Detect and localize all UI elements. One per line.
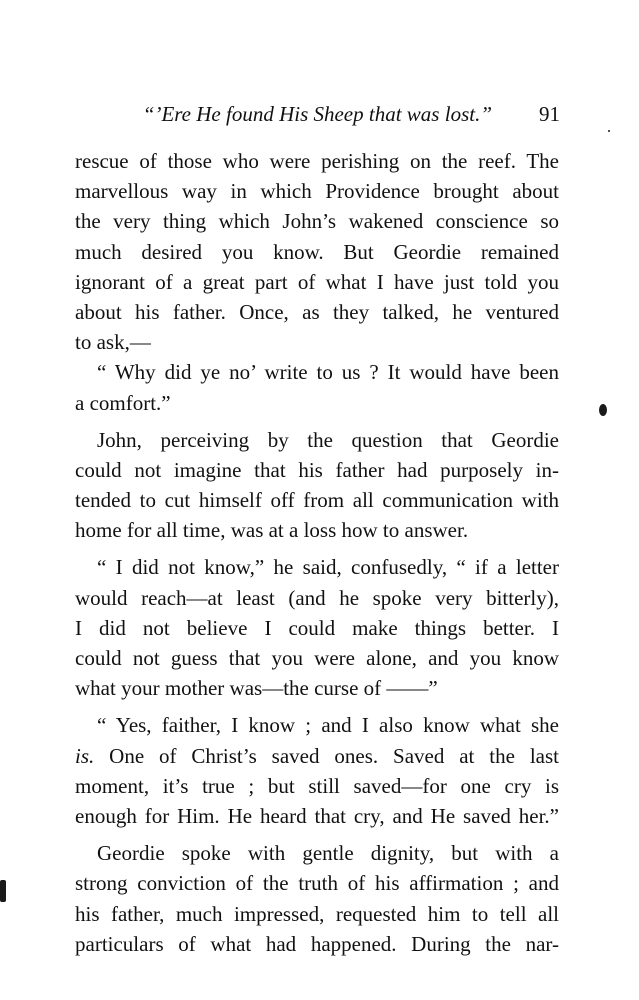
text-line: strong conviction of the truth of his affirmation ; and: [75, 871, 559, 896]
text-line: home for all time, was at a loss how to answer.: [75, 518, 469, 543]
text-line: his father, much impressed, requested him to tell all: [75, 901, 559, 926]
text-line: would reach—at least (and he spoke very bitterly),: [75, 585, 559, 610]
ink-speck: [608, 130, 610, 132]
text-line: I did not believe I could make things better. I: [75, 615, 559, 640]
paragraph: [75, 425, 559, 546]
text-line: could not guess that you were alone, and you know: [75, 646, 559, 670]
text-line: rescue of those who were perishing on the reef. The: [75, 149, 559, 173]
text-line: marvellous way in which Providence brought about: [75, 179, 559, 204]
text-line: a comfort.”: [75, 390, 171, 415]
paragraph: [75, 838, 559, 959]
ink-speck: [599, 404, 607, 416]
paragraph: [75, 552, 559, 703]
text-line: enough for Him. He heard that cry, and He saved her.”: [75, 803, 559, 828]
text-line: much desired you know. But Geordie remained: [75, 239, 559, 264]
text-line: to ask,—: [75, 330, 151, 355]
text-line: tended to cut himself off from all communication with: [75, 488, 559, 513]
text-line: could not imagine that his father had purposely in-: [75, 457, 559, 482]
text-line: about his father. Once, as they talked, he ventured: [75, 299, 559, 324]
body-text: [75, 146, 559, 959]
text-line: “ I did not know,” he said, confusedly, “ if a letter: [97, 555, 559, 580]
page-number: 91: [539, 102, 560, 126]
paragraph: [75, 357, 559, 417]
text-line: is. One of Christ’s saved ones. Saved at the last: [75, 743, 559, 768]
ink-speck: [0, 880, 6, 902]
text-line: John, perceiving by the question that Geordie: [97, 427, 559, 452]
paragraph: [75, 146, 559, 357]
text-line: moment, it’s true ; but still saved—for one cry is: [75, 773, 559, 798]
text-line: the very thing which John’s wakened conscience so: [75, 209, 559, 234]
text-line: Geordie spoke with gentle dignity, but with a: [97, 841, 559, 866]
text-line: “ Why did ye no’ write to us ? It would have been: [97, 360, 559, 385]
text-line: particulars of what had happened. During the nar-: [75, 931, 559, 956]
paragraph: [75, 710, 559, 831]
running-head: [78, 102, 560, 132]
running-title: “’Ere He found His Sheep that was lost.”: [142, 102, 492, 126]
text-line: “ Yes, faither, I know ; and I also know what she: [97, 713, 559, 738]
text-line: what your mother was—the curse of ——”: [75, 676, 438, 701]
text-line: ignorant of a great part of what I have just told you: [75, 269, 559, 294]
